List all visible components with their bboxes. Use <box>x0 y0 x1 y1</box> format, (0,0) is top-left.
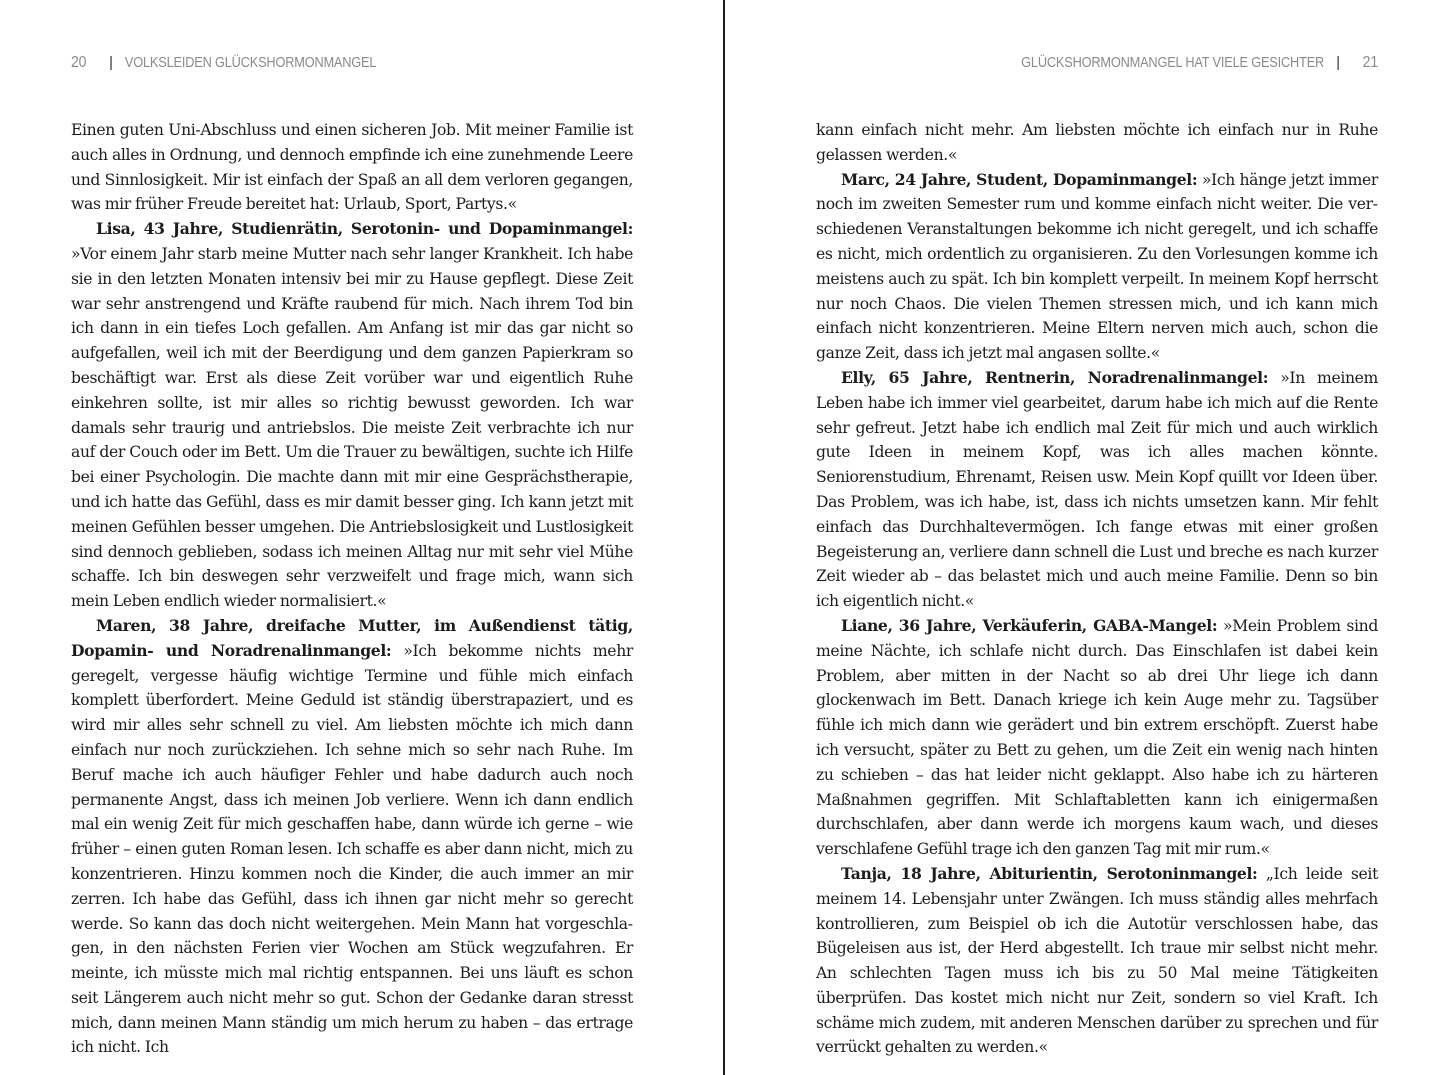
speaker-label: Marc, 24 Jahre, Student, Dopaminmangel: <box>841 169 1198 189</box>
paragraph <box>71 614 633 1060</box>
paragraph-text: »Mein Problem sind meine Nächte, ich schlafe nicht durch. Das Einschlafen ist dabei kein Problem, aber mitten in der Nacht so ab drei Uhr liege ich dann glockenwach im Bett. Danach kriege ich kein Auge mehr zu. Tagsüber fühle ich mich dann wie gerädert und bin extrem erschöpft. Zuerst habe ich versucht, später zu Bett zu gehen, um die Zeit ein wenig nach hinten zu schieben – das hat leider nicht geklappt. Also habe ich zu härteren Maßnahmen gegriffen. Mit Schlaftabletten kann ich einigermaßen durchschlafen, aber dann werde ich morgens kaum wach, und dieses verschlafene Gefühl trage ich den ganzen Tag mit mir rum.« <box>816 616 1378 859</box>
right-body-text <box>816 118 1378 1060</box>
paragraph <box>71 217 633 614</box>
running-head-title-right: GLÜCKSHORMONMANGEL HAT VIELE GESICHTER <box>1021 55 1325 71</box>
speaker-label: Liane, 36 Jahre, Verkäuferin, GABA-Mangel: <box>841 615 1218 635</box>
left-page <box>71 0 633 1075</box>
header-separator: | <box>1336 55 1340 71</box>
paragraph-text: kann einfach nicht mehr. Am liebsten möchte ich einfach nur in Ruhe gelassen werden.« <box>816 121 1378 164</box>
speaker-label: Lisa, 43 Jahre, Studienrätin, Serotonin- und Dopaminmangel: <box>96 219 633 239</box>
paragraph <box>71 118 633 217</box>
paragraph-text: »Ich bekomme nichts mehr geregelt, vergesse häufig wichtige Termine und fühle mich einfach komplett überfordert. Meine Geduld ist ständig überstrapaziert, und es wird mir alles sehr schnell zu viel. Am liebsten möchte ich mich dann einfach nur noch zurückziehen. Ich sehne mich so sehr nach Ruhe. Im Beruf mache ich auch häufiger Fehler und habe dadurch auch noch permanente Angst, dass ich meinen Job verliere. Wenn ich dann endlich mal ein wenig Zeit für mich geschaffen habe, dann würde ich gerne – wie früher – einen guten Roman lesen. Ich schaffe es aber dann nicht, mich zu konzentrieren. Hinzu kommen noch die Kinder, die auch immer an mir zerren. Ich habe das Gefühl, dass ich ihnen gar nicht mehr so gerecht werde. So kann das doch nicht weitergehen. Mein Mann hat vorgeschlagen, in den nächsten Ferien vier Wochen am Stück wegzufahren. Er meinte, ich müsste mich mal richtig entspannen. Bei uns läuft es schon seit Längerem auch nicht mehr so gut. Schon der Gedanke daran stresst mich, dann meinen Mann ständig um mich herum zu haben – das ertrage ich nicht. Ich <box>71 641 633 1057</box>
page-number-left: 20 <box>71 54 87 71</box>
paragraph <box>816 366 1378 614</box>
speaker-label: Elly, 65 Jahre, Rentnerin, Noradrenalinmangel: <box>841 367 1269 387</box>
speaker-label: Maren, 38 Jahre, dreifache Mutter, im Außendienst tätig, Dopamin- und Noradrenalinmangel: <box>71 615 633 660</box>
header-separator: | <box>109 55 113 71</box>
paragraph-text: »In meinem Leben habe ich immer viel gearbeitet, darum habe ich mich auf die Rente sehr gefreut. Jetzt habe ich endlich mal Zeit für mich und auch wirklich gute Ideen in meinem Kopf, was ich alles machen könnte. Seniorenstudium, Ehrenamt, Reisen usw. Mein Kopf quillt vor Ideen über. Das Problem, was ich habe, ist, dass ich nichts umsetzen kann. Mir fehlt einfach das Durchhaltevermögen. Ich fange etwas mit einer großen Begeisterung an, verliere dann schnell die Lust und breche es nach kurzer Zeit wieder ab – das belastet mich und auch meine Familie. Denn so bin ich eigentlich nicht.« <box>816 368 1378 611</box>
paragraph <box>816 168 1378 366</box>
paragraph-text: „Ich leide seit meinem 14. Lebensjahr unter Zwängen. Ich muss ständig alles mehrfach kontrollieren, zum Beispiel ob ich die Autotür verschlossen habe, das Bügeleisen aus ist, der Herd abgestellt. Ich traue mir selbst nicht mehr. An schlechten Tagen muss ich bis zu 50 Mal meine Tätigkeiten überprüfen. Das kostet mich nicht nur Zeit, sondern so viel Kraft. Ich schäme mich zudem, mit anderen Menschen darüber zu sprechen und für verrückt gehalten zu werden.« <box>816 864 1378 1057</box>
left-running-head <box>71 53 566 73</box>
right-running-head <box>883 53 1378 73</box>
right-page <box>816 0 1378 1075</box>
paragraph <box>816 862 1378 1060</box>
paragraph-text: Einen guten Uni-Abschluss und einen sicheren Job. Mit meiner Familie ist auch alles in Ordnung, und dennoch empfinde ich eine zunehmende Leere und Sinnlosigkeit. Mir ist einfach der Spaß an all dem verloren gegangen, was mir früher Freude bereitet hat: Urlaub, Sport, Partys.« <box>71 121 633 214</box>
running-head-title-left: VOLKSLEIDEN GLÜCKSHORMONMANGEL <box>124 55 377 71</box>
speaker-label: Tanja, 18 Jahre, Abiturientin, Serotoninmangel: <box>841 863 1258 883</box>
left-body-text <box>71 118 633 1060</box>
page-number-right: 21 <box>1362 54 1378 71</box>
paragraph <box>816 118 1378 168</box>
paragraph-text: »Vor einem Jahr starb meine Mutter nach sehr langer Krankheit. Ich habe sie in den letzten Monaten intensiv bei mir zu Hause gepflegt. Diese Zeit war sehr anstrengend und Kräfte raubend für mich. Nach ihrem Tod bin ich dann in ein tiefes Loch gefallen. Am Anfang ist mir das gar nicht so aufgefallen, weil ich mit der Beerdigung und dem ganzen Papierkram so beschäftigt war. Erst als diese Zeit vorüber war und eigentlich Ruhe einkehren sollte, ist mir alles so richtig bewusst geworden. Ich war damals sehr traurig und antriebslos. Die meiste Zeit verbrachte ich nur auf der Couch oder im Bett. Um die Trauer zu bewältigen, suchte ich Hilfe bei einer Psychologin. Die machte dann mit mir eine Gesprächstherapie, und ich hatte das Gefühl, dass es mir damit besser ging. Ich kann jetzt mit meinen Gefühlen besser umgehen. Die Antriebslosigkeit und Lustlosigkeit sind dennoch geblieben, sodass ich meinen Alltag nur mit sehr viel Mühe schaffe. Ich bin deswegen sehr verzweifelt und frage mich, wann sich mein Leben endlich wieder normalisiert.« <box>71 244 633 611</box>
spread-gutter-divider <box>723 0 725 1075</box>
paragraph <box>816 614 1378 862</box>
paragraph-text: »Ich hänge jetzt immer noch im zweiten Semester rum und komme einfach nicht weiter. Die verschiedenen Veranstaltungen bekomme ich nicht geregelt, und ich schaffe es nicht, mich ordentlich zu organisieren. Zu den Vorlesungen komme ich meistens auch zu spät. Ich bin komplett verpeilt. In meinem Kopf herrscht nur noch Chaos. Die vielen Themen stressen mich, und ich kann mich einfach nicht konzentrieren. Meine Eltern nerven mich auch, schon die ganze Zeit, dass ich jetzt mal angasen sollte.« <box>816 170 1379 363</box>
